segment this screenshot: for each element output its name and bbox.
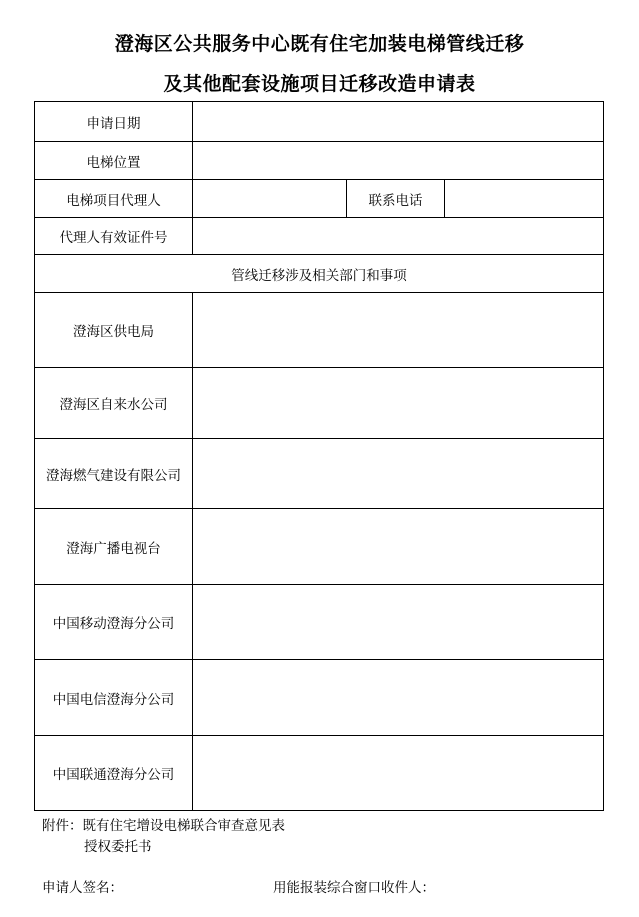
agent-id-label: 代理人有效证件号	[35, 218, 193, 255]
phone-label: 联系电话	[347, 180, 445, 218]
row-department	[35, 660, 604, 736]
agent-id-field[interactable]	[193, 218, 604, 255]
department-label: 澄海区供电局	[35, 293, 193, 368]
department-field[interactable]	[193, 509, 604, 585]
department-field[interactable]	[193, 660, 604, 736]
department-label: 澄海区自来水公司	[35, 368, 193, 439]
apply-date-label: 申请日期	[35, 102, 193, 142]
form-title-line-1: 澄海区公共服务中心既有住宅加装电梯管线迁移	[114, 33, 525, 55]
row-department	[35, 439, 604, 509]
window-receiver-label: 用能报装综合窗口收件人：	[273, 880, 435, 896]
row-department	[35, 736, 604, 811]
row-department	[35, 585, 604, 660]
department-field[interactable]	[193, 368, 604, 439]
row-department	[35, 293, 604, 368]
department-label: 中国联通澄海分公司	[35, 736, 193, 811]
department-label: 澄海燃气建设有限公司	[35, 439, 193, 509]
agent-label: 电梯项目代理人	[35, 180, 193, 218]
row-department	[35, 509, 604, 585]
department-field[interactable]	[193, 439, 604, 509]
row-elevator-location	[35, 142, 604, 180]
department-field[interactable]	[193, 293, 604, 368]
form-title-line-2: 及其他配套设施项目迁移改造申请表	[163, 73, 476, 95]
department-label: 澄海广播电视台	[35, 509, 193, 585]
row-department	[35, 368, 604, 439]
department-field[interactable]	[193, 585, 604, 660]
elevator-location-label: 电梯位置	[35, 142, 193, 180]
elevator-location-field[interactable]	[193, 142, 604, 180]
apply-date-field[interactable]	[193, 102, 604, 142]
department-field[interactable]	[193, 736, 604, 811]
row-apply-date	[35, 102, 604, 142]
applicant-signature-label: 申请人签名：	[42, 880, 123, 896]
application-form-table	[34, 101, 604, 811]
phone-field[interactable]	[445, 180, 604, 218]
department-label: 中国移动澄海分公司	[35, 585, 193, 660]
row-agent	[35, 180, 604, 218]
row-section-header	[35, 255, 604, 293]
attachment-line-2: 授权委托书	[84, 839, 152, 855]
row-agent-id	[35, 218, 604, 255]
attachment-line-1: 附件：既有住宅增设电梯联合审查意见表	[42, 818, 285, 834]
agent-field[interactable]	[193, 180, 347, 218]
department-label: 中国电信澄海分公司	[35, 660, 193, 736]
section-header: 管线迁移涉及相关部门和事项	[35, 255, 604, 293]
